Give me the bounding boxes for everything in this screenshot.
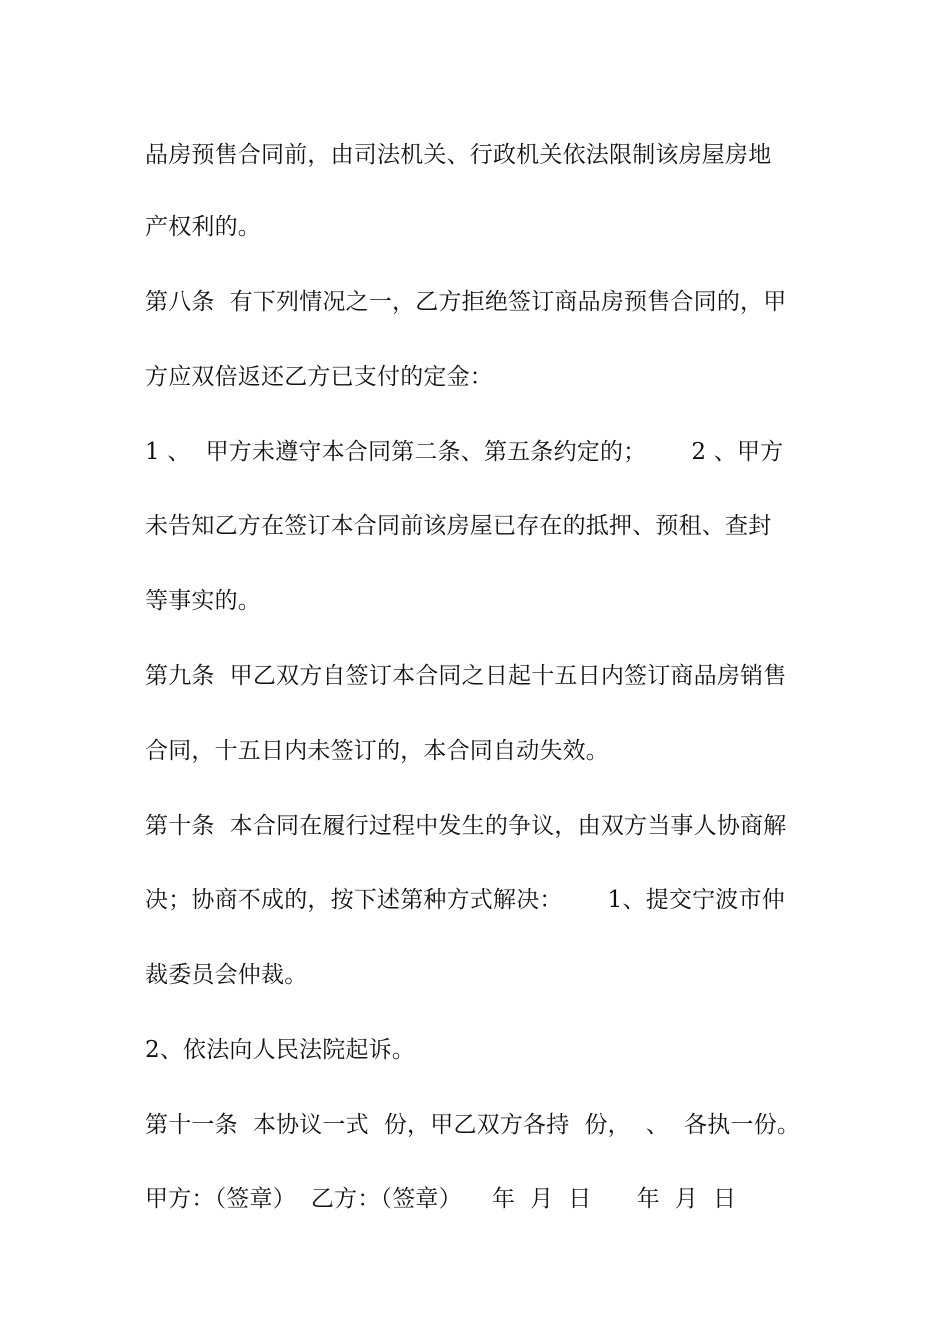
text-line: 第十一条 本协议一式 份，甲乙双方各持 份， 、 各执一份。 <box>145 1112 801 1138</box>
text-line: 第九条 甲乙双方自签订本合同之日起十五日内签订商品房销售 <box>145 663 787 689</box>
text-line: 品房预售合同前，由司法机关、行政机关依法限制该房屋房地 <box>145 142 772 168</box>
text-line: 未告知乙方在签订本合同前该房屋已存在的抵押、预租、查封 <box>145 513 772 539</box>
text-line: 决；协商不成的，按下述第种方式解决： 1、提交宁波市仲 <box>145 887 785 913</box>
text-line: 2、依法向人民法院起诉。 <box>145 1037 416 1063</box>
text-line: 第十条 本合同在履行过程中发生的争议，由双方当事人协商解 <box>145 813 787 839</box>
text-line: 甲方：（签章） 乙方：（签章） 年 月 日 年 月 日 <box>145 1186 737 1212</box>
text-line: 产权利的。 <box>145 214 261 240</box>
text-line: 等事实的。 <box>145 588 261 614</box>
text-line: 1 、 甲方未遵守本合同第二条、第五条约定的； 2 、甲方 <box>145 439 784 465</box>
text-line: 第八条 有下列情况之一，乙方拒绝签订商品房预售合同的，甲 <box>145 289 787 315</box>
text-line: 合同，十五日内未签订的，本合同自动失效。 <box>145 738 609 764</box>
text-line: 裁委员会仲裁。 <box>145 962 308 988</box>
text-line: 方应双倍返还乙方已支付的定金： <box>145 364 493 390</box>
